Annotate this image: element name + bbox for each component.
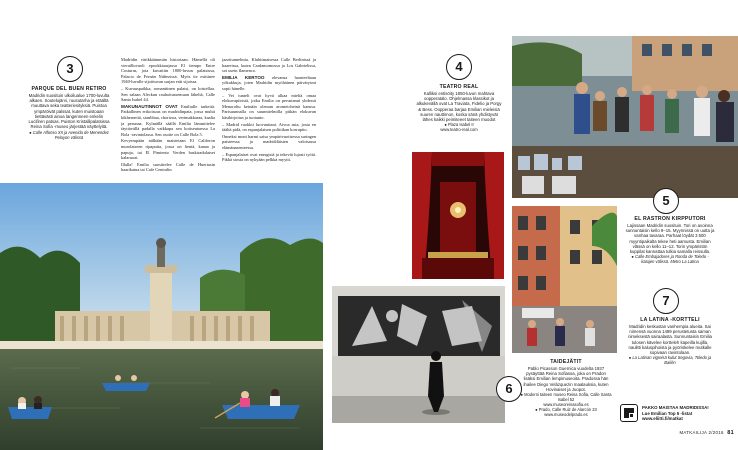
taidegalleria-website-1[interactable]: www.museoreinasofia.es: [543, 402, 589, 408]
taidegalleria-caption: [520, 359, 612, 417]
promo-title: PAKKO MAISTAA MADRIDISSA!: [642, 405, 709, 410]
latina-title: LA LATINA -KORTTELI: [640, 317, 700, 323]
paragraph: MAKUNAUTINNOT OVAT Emiliulle tarkeitä. Paikallinen erikoisuus on madridinpata, jossa muhii kikherneitä, sianlihaa, chorizoa, verimakkaraa, kaalia ja perunaa. Kylmällä säällä Emilia lämmittelee täyttävällä padalla vaikkapa sen kotiseutuessa La Bola -ravintolassa. Sen osoite on Calle Bola 5.: [121, 103, 215, 137]
paragraph: jazzitunnelmia. Klubitmaisessa Calle Berlinissä ja baareissa, kuten Cardamomossa ja Los Gabrielissa, soi usein flamenco.: [222, 57, 316, 74]
item-number-badge: 3: [57, 56, 83, 82]
paragraph: – Kuvauspaikka, romanttinen palatsi, on loistellaa. Sen salaan Aleckun rauhoitussemuan läheltä, Calle Santa Isabel 44.: [121, 85, 215, 103]
teatro-caption: [416, 84, 502, 132]
parque-body: Madridin suosituin ulkoilualue 1700-luvulta alkaen. Soutelujärvi, ruusutarha ja etäältä muuttava seka teatteriesityksiä. Puistoa ympäröivät palssat, kuten muistoaan tiettävästi ainoa langenneen enkelin Lucifiren patsas. Puiston Kristallipalatsissa Reina Sofia -museo järjestää näyttelyitä.: [28, 93, 110, 130]
issue-label: MATKAILIJA 2/2016: [679, 430, 724, 435]
taidegalleria-title: TAIDEJÄTIT: [550, 359, 582, 365]
guernica-photo: [332, 286, 505, 423]
paragraph: – Madrid ruokkii luovuuttani. Aivoa asia, josta en täältä pidä, on espanjalaisen politiikan korruptio.: [222, 121, 316, 133]
item-number-badge: 7: [653, 288, 679, 314]
promo-body: Lue Emilian Top 5 -listat: [642, 410, 693, 416]
latina-body: Madridin keskustan vanhempia alueita. Sai nimensä vuonna 1499 perustetusta saman nimeksestä sairaalasta. Sunnuntaisin Emilia tulosen kävelee kortteleh kapeilla kujilla, naulitti kaluspihoista ja pyöriskelee mutkalle sopivaan ravintolaan.: [628, 324, 712, 356]
teatro-body: Kalliksi entisöity 1850-luvun mahtava oopperatalo. Ohjelmassa klassikot ja alkukevällä ovat La Traviata, Fidelio ja Porgy & Bess. Oopperaa barjaa Emilian mieleisiä suuren nauttimon, koska sänä yhdistyvät lähes kaikki peimiteeet taiteen muodot: [416, 91, 502, 123]
paragraph: Onneksi moni harmi saisa ympärivuotisessa suringen paisteessa ja madridiläisten valoisassa elämänasenteessa.: [222, 133, 316, 150]
location-pin-icon: ●: [631, 254, 634, 260]
taidegalleria-body: Pablo Picasson Guernica vuodelta 1937 pysäyttää Reina Sofiassa, joka on Pradon lisäksi Emilian lempimuseoita. Pradossa hän ihailee Diego Velázquezin maalauksia, kuten Hovinaiset ja Juopot.: [523, 366, 609, 392]
parque-caption: [28, 86, 110, 140]
qr-code-icon: [620, 404, 638, 422]
rastro-caption: [625, 216, 715, 264]
item-number-badge: 5: [653, 188, 679, 214]
paragraph: – Vei tunteli ovat hyvä alkaa mieltä omaa elokuvapiiristä, jotka Emilia on perustanut yhdessä Menoroltu keinäin oleman aromeicheinä kanssa. Parisuunnalla on suunnitelmilla pitkän elokuvan käsikirjoitus ja tuotanto.: [222, 92, 316, 120]
paragraph: EMILIA KERTOO olevansa luonteeltaan yökukkuja, joten Madridin myöhäinen päivärytmi sopii hänelle.: [222, 74, 316, 91]
paragraph: Kevyempään nälkään maistetaan El Califeron murolaiseen ripapuita, jossa on lientä, kanaa ja papuja, tai El Pimiento Verden baskiradulaiset kalaruoat.: [121, 138, 215, 161]
location-pin-icon: ●: [29, 130, 32, 136]
location-pin-icon: ●: [520, 392, 523, 398]
teatro-title: TEATRO REAL: [439, 84, 479, 90]
rastro-body: Lajissaan Madridin suosituin. Tori on avoinna sunnuntaisin kello 9–15. Myynnissä on uutta ja vanhaa tavaraa. Parhaat löydät 3 500 myyntipaikalta tekee heti aamusta. Emilian vlässä on kello 11–12. Torin ympäristön kuppilat kannattaa tulkia samalla reissulla.: [625, 223, 715, 255]
promo-website[interactable]: www.eliitti.fi/matkat: [642, 416, 683, 422]
paragraph: Madridin värikkäämmän historiaan. Hämellä oli vierailluvuoli epookkiaarjassa El tiempo Entre Costuras, jota kuvattiin 1800-luvun palatsissa, Palacio de Fernán Núñezissä. Myös tie esittinee 1940-luvulle sijoittuvan sarjan eräi sijoissa.: [121, 57, 215, 85]
item-number-badge: 4: [446, 54, 472, 80]
rastro-location: ● Calle Embajadores ja Ronda de Toledo -katujen välissä. Metro La Latina: [631, 254, 709, 265]
taidegalleria-location-1: ● Moderni taiteen museo Reina Sofia, Calle Santa Isabel 52: [520, 392, 612, 403]
item-number-badge: 6: [496, 376, 522, 402]
section-lead: MAKUNAUTINNOT OVAT: [121, 103, 178, 109]
parque-title: PARQUE DEL BUEN RETIRO: [31, 86, 107, 92]
rastro-photo: [512, 36, 738, 198]
promo-box[interactable]: [620, 404, 732, 426]
teatro-website[interactable]: www.teatro-real.com: [440, 127, 478, 133]
teatro-photo: [412, 152, 504, 279]
taidegalleria-location-2: ● Prado, Calle Ruiz de Alarcón 23: [535, 407, 597, 413]
location-pin-icon: ●: [628, 355, 632, 361]
rastro-title: EL RASTRON KIRPPUTORI: [634, 216, 706, 222]
section-lead: EMILIA KERTOO: [222, 74, 265, 80]
page-number: 81: [727, 430, 734, 436]
latina-photo: [512, 206, 617, 353]
location-pin-icon: ●: [444, 122, 447, 128]
location-pin-icon: ●: [535, 407, 538, 413]
article-column-middle: [121, 57, 215, 233]
paragraph: Illalla! Emilia suosittelee Calle de Huertasin baarikatua tai Cafe Centralin: [121, 161, 215, 173]
parque-location: ● Calle Alfonso XII ja Avenida de Menendez Pelayon välissä: [29, 130, 109, 141]
paragraph: – Espanjalaiset ovat energisiä ja tekevät lujasti työtä. Pikkä siosta on nykyään pelkkä myytti.: [222, 151, 316, 163]
page-footer: [672, 430, 734, 436]
teatro-location: ● Plaza Isabel II: [444, 122, 474, 128]
taidegalleria-website-2[interactable]: www.museodelprado.es: [544, 412, 588, 418]
latina-caption: [625, 317, 715, 365]
article-column-right: [222, 57, 316, 233]
latina-location: ● La Latinan vigreisä kulut Segovia, Toledo ja Bailén: [628, 355, 712, 366]
